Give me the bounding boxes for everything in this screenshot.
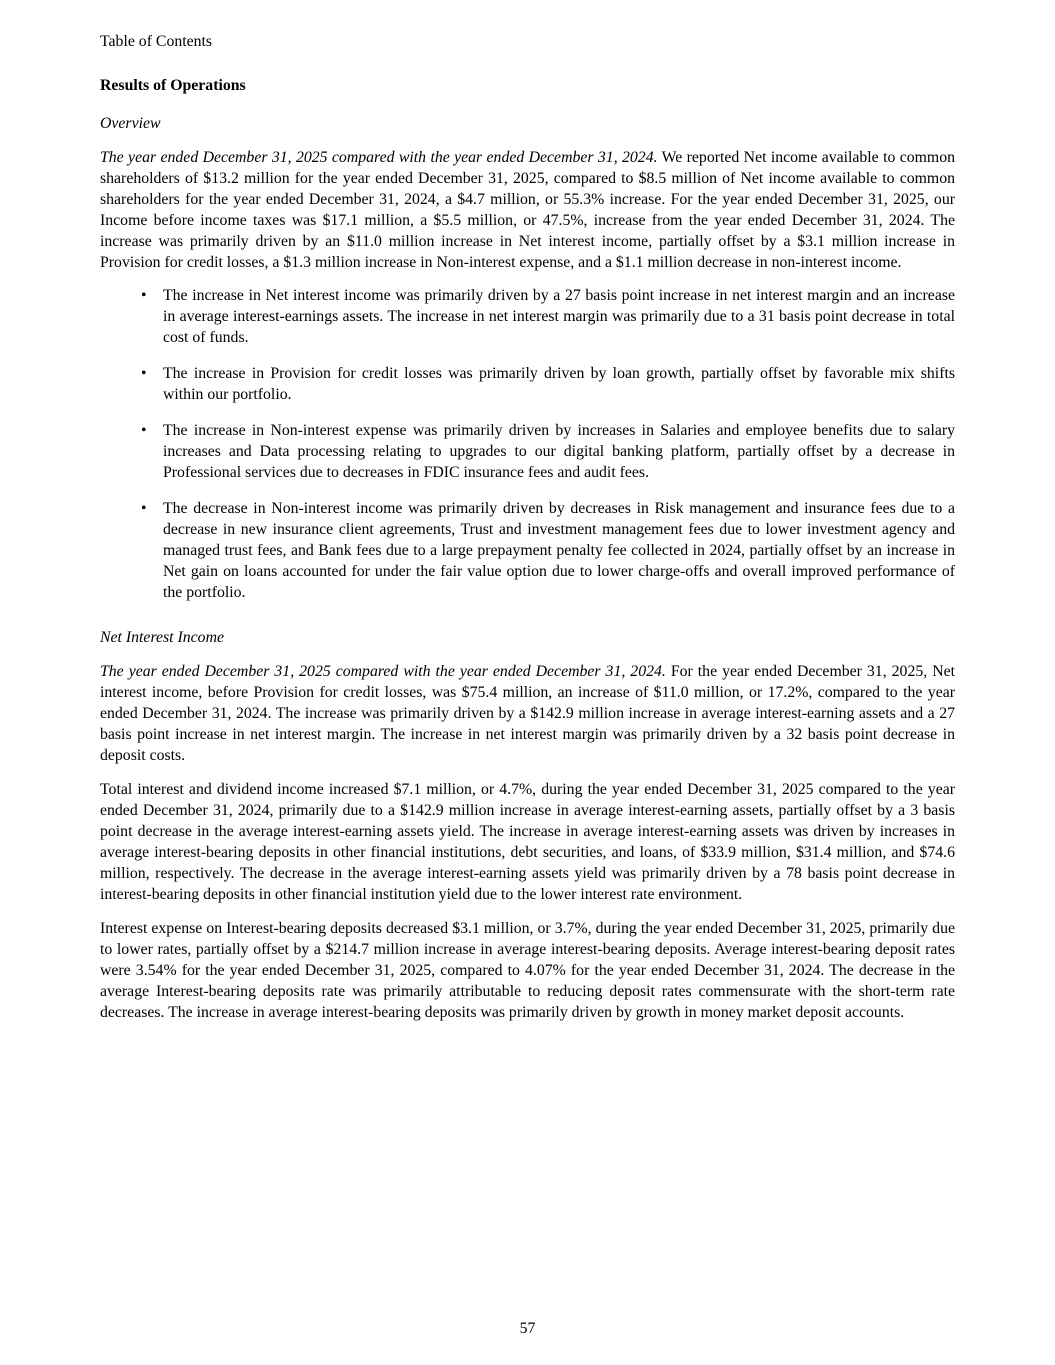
table-of-contents-link[interactable]: Table of Contents [100, 33, 213, 50]
bullet-item-non-interest-expense [100, 420, 955, 483]
net-interest-income-intro-lead: The year ended December 31, 2025 compared with the year ended December 31, 2024. [100, 663, 666, 680]
overview-heading: Overview [100, 115, 161, 132]
bullet-icon: • [141, 287, 147, 304]
net-interest-income-intro-paragraph [100, 661, 955, 766]
overview-bullet-list [100, 285, 955, 603]
total-interest-income-paragraph: Total interest and dividend income increased $7.1 million, or 4.7%, during the year ended December 31, 2025 compared to the year ended December 31, 2024, primarily due to a $142.9 million increase in average interest-earning assets, partially offset by a 3 basis point decrease in the average interest-earning assets yield. The increase in average interest-earning assets was driven by increases in average interest-bearing deposits in other financial institutions, debt securities, and loans, of $33.9 million, $31.4 million, and $74.6 million, respectively. The decrease in the average interest-earning assets yield was primarily driven by a 78 basis point decrease in interest-bearing deposits in other financial institution yield due to the lower interest rate environment. [100, 781, 955, 903]
net-interest-income-intro-text: For the year ended December 31, 2025, Net interest income, before Provision for credit losses, was $75.4 million, an increase of $11.0 million, or 17.2%, compared to the year ended December 31, 2024. The increase was primarily driven by a $142.9 million increase in average interest-earning assets and a 27 basis point increase in net interest margin. The increase in net interest margin was primarily driven by a 32 basis point decrease in deposit costs. [100, 663, 956, 764]
bullet-icon: • [141, 365, 147, 382]
bullet-item-non-interest-income [100, 498, 955, 603]
page-number: 57 [519, 1320, 536, 1337]
overview-intro-lead: The year ended December 31, 2025 compared with the year ended December 31, 2024. [100, 149, 658, 166]
bullet-text: The increase in Provision for credit losses was primarily driven by loan growth, partially offset by favorable mix shifts within our portfolio. [163, 365, 955, 403]
bullet-text: The decrease in Non-interest income was primarily driven by decreases in Risk management and insurance fees due to a decrease in new insurance client agreements, Trust and investment management fees due to lower investment agency and managed trust fees, and Bank fees due to a large prepayment penalty fee collected in 2024, partially offset by an increase in Net gain on loans accounted for under the fair value option due to lower charge-offs and overall improved performance of the portfolio. [163, 500, 955, 601]
section-title-results-of-operations: Results of Operations [100, 77, 246, 94]
bullet-item-net-interest-income [100, 285, 955, 348]
net-interest-income-heading: Net Interest Income [100, 629, 224, 646]
bullet-item-provision-credit-losses [100, 363, 955, 405]
bullet-icon: • [141, 500, 147, 517]
bullet-text: The increase in Net interest income was primarily driven by a 27 basis point increase in net interest margin and an increase in average interest-earnings assets. The increase in net interest margin was primarily due to a 31 basis point decrease in total cost of funds. [163, 287, 955, 346]
bullet-icon: • [141, 422, 147, 439]
bullet-text: The increase in Non-interest expense was primarily driven by increases in Salaries and employee benefits due to salary increases and Data processing relating to upgrades to our digital banking platform, partially offset by a decrease in Professional services due to decreases in FDIC insurance fees and audit fees. [163, 422, 955, 481]
overview-intro-paragraph [100, 147, 955, 273]
interest-expense-paragraph: Interest expense on Interest-bearing deposits decreased $3.1 million, or 3.7%, during the year ended December 31, 2025, primarily due to lower rates, partially offset by a $214.7 million increase in average interest-bearing deposits. Average interest-bearing deposit rates were 3.54% for the year ended December 31, 2025, compared to 4.07% for the year ended December 31, 2024. The decrease in the average Interest-bearing deposits rate was primarily attributable to reducing deposit rates commensurate with the short-term rate decreases. The increase in average interest-bearing deposits was primarily driven by growth in money market deposit accounts. [100, 920, 955, 1021]
overview-intro-text: We reported Net income available to common shareholders of $13.2 million for the year ended December 31, 2025, compared to $8.5 million of Net income available to common shareholders for the year ended December 31, 2024, a $4.7 million, or 55.3% increase. For the year ended December 31, 2025, our Income before income taxes was $17.1 million, a $5.5 million, or 47.5%, increase from the year ended December 31, 2024. The increase was primarily driven by an $11.0 million increase in Net interest income, partially offset by a $3.1 million increase in Provision for credit losses, a $1.3 million increase in Non-interest expense, and a $1.1 million decrease in non-interest income. [100, 149, 955, 271]
